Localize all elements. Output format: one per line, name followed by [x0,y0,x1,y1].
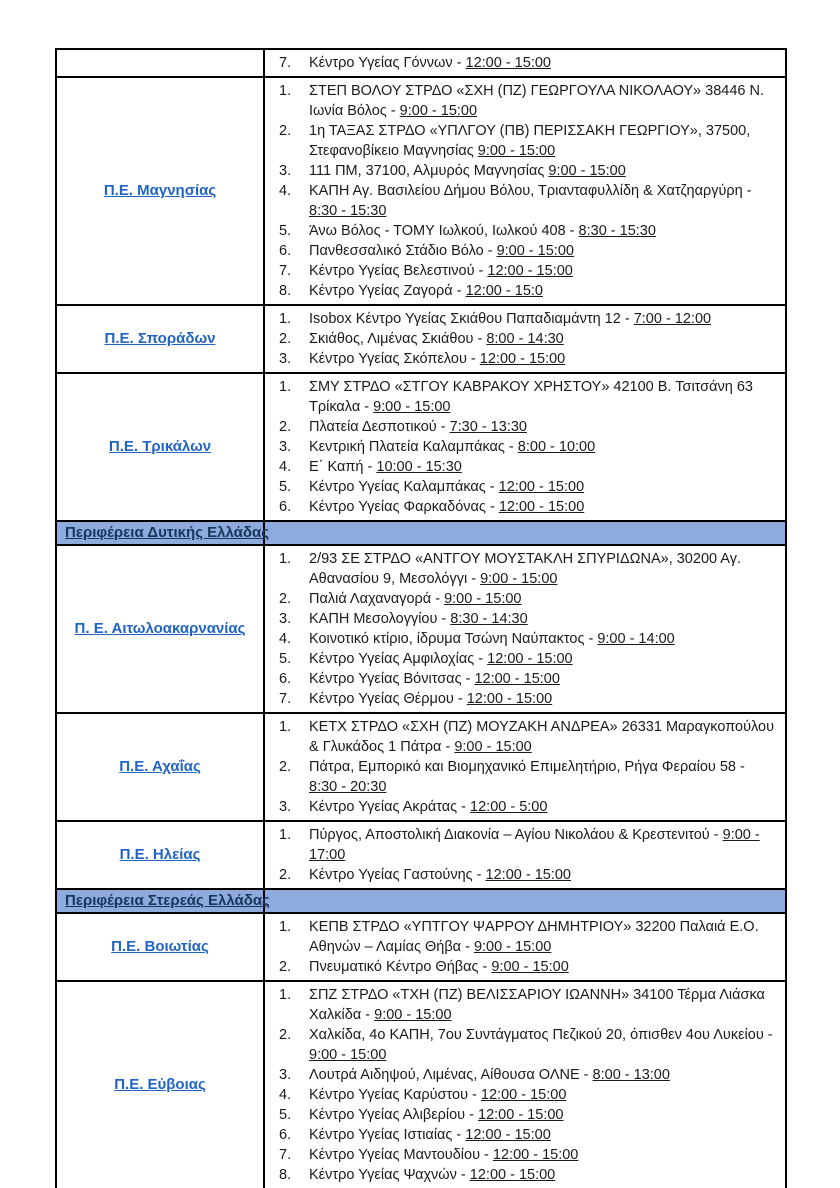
location-text: Κεντρική Πλατεία Καλαμπάκας - [309,439,518,455]
item-number: 4. [279,1087,292,1103]
location-item [279,757,775,797]
location-hours: 12:00 - 15:00 [487,263,573,279]
location-text: Πανθεσσαλικό Στάδιο Βόλο - [309,243,497,259]
region-link[interactable]: Π.Ε. Μαγνησίας [103,182,217,199]
location-hours: 9:00 - 15:00 [496,243,574,259]
item-number: 6. [279,499,292,515]
section-header-label: Περιφέρεια Στερεάς Ελλάδας [65,892,270,909]
locations-cell [264,77,786,305]
location-entry [309,1125,775,1145]
region-cell [56,981,264,1188]
section-header-empty-cell [264,889,786,913]
location-entry [309,825,775,865]
location-text: Κοινοτικό κτίριο, ίδρυμα Τσώνη Ναύπακτος - [309,631,598,647]
item-number: 1. [279,827,292,843]
location-text: ΚΑΠΗ Αγ. Βασιλείου Δήμου Βόλου, Τριανταφυλλίδη & Χατζηαργύρη - [309,183,752,199]
item-number: 1. [279,919,292,935]
location-entry [309,1065,775,1085]
table-row [56,913,786,981]
table-row [56,713,786,821]
location-text: ΣΜΥ ΣΤΡΔΟ «ΣΤΓΟΥ ΚΑΒΡΑΚΟΥ ΧΡΗΣΤΟΥ» 42100 Β. Τσιτσάνη 63 Τρίκαλα - [309,379,753,415]
item-number: 4. [279,183,292,199]
location-entry [309,457,775,477]
location-hours: 9:00 - 15:00 [548,163,626,179]
location-hours: 12:00 - 15:00 [498,479,585,495]
location-text: Κέντρο Υγείας Φαρκαδόνας - [309,499,499,515]
item-number: 5. [279,223,292,239]
locations-cell [264,981,786,1188]
location-list [279,825,775,885]
location-hours: 10:00 - 15:30 [376,459,462,475]
item-number: 2. [279,759,292,775]
location-text: Πάτρα, Εμπορικό και Βιομηχανικό Επιμελητήριο, Ρήγα Φεραίου 58 - [309,759,745,775]
location-entry [309,717,775,757]
location-item [279,181,775,221]
location-hours: 9:00 - 15:00 [373,399,451,415]
section-header-cell [56,521,270,545]
locations-cell [264,373,786,521]
location-item [279,497,775,517]
table-row [56,373,786,521]
location-item [279,309,775,329]
location-item [279,609,775,629]
table-row [56,821,786,889]
location-entry [309,985,775,1025]
location-entry [309,349,775,369]
location-hours: 12:00 - 15:00 [487,651,573,667]
item-number: 2. [279,1027,292,1043]
location-entry [309,281,775,301]
location-hours: 12:00 - 15:00 [474,671,560,687]
location-hours: 9:00 - 15:00 [491,959,569,975]
location-entry [309,1145,775,1165]
item-number: 7. [279,263,292,279]
location-hours: 12:00 - 15:00 [492,1147,579,1163]
item-number: 3. [279,1067,292,1083]
region-cell [56,373,264,521]
locations-cell [264,821,786,889]
location-entry [309,417,775,437]
locations-cell [264,305,786,373]
location-hours: 8:30 - 14:30 [450,611,528,627]
section-header-empty-cell [264,521,786,545]
location-text: Κέντρο Υγείας Θέρμου - [309,691,467,707]
item-number: 1. [279,551,292,567]
locations-cell [264,49,786,77]
location-hours: 12:00 - 15:00 [478,1107,564,1123]
location-list [279,53,775,73]
location-hours: 8:00 - 14:30 [486,331,564,347]
location-hours: 12:00 - 15:00 [498,499,585,515]
location-hours: 8:30 - 15:30 [309,203,387,219]
location-hours: 8:00 - 10:00 [517,439,596,455]
item-number: 1. [279,987,292,1003]
location-text: Isobox Κέντρο Υγείας Σκιάθου Παπαδιαμάντη 12 - [309,311,634,327]
item-number: 6. [279,671,292,687]
location-item [279,1065,775,1085]
location-hours: 9:00 - 15:00 [473,939,552,955]
location-entry [309,629,775,649]
location-hours: 9:00 - 15:00 [454,739,532,755]
location-list [279,917,775,977]
item-number: 3. [279,799,292,815]
location-entry [309,865,775,885]
location-item [279,329,775,349]
location-hours: 9:00 - 15:00 [480,571,558,587]
item-number: 8. [279,1167,292,1183]
location-item [279,477,775,497]
location-entry [309,1105,775,1125]
location-item [279,1025,775,1065]
location-hours: 12:00 - 5:00 [470,799,548,815]
location-entry [309,261,775,281]
location-hours: 12:00 - 15:00 [466,691,553,707]
location-text: Κέντρο Υγείας Ζαγορά - [309,283,466,299]
region-cell [56,713,264,821]
item-number: 2. [279,331,292,347]
item-number: 2. [279,867,292,883]
location-entry [309,221,775,241]
location-item [279,669,775,689]
location-text: Λουτρά Αιδηψού, Λιμένας, Αίθουσα ΟΛΝΕ - [309,1067,593,1083]
section-header-label: Περιφέρεια Δυτικής Ελλάδας [65,524,270,541]
item-number: 2. [279,419,292,435]
location-entry [309,1085,775,1105]
region-link[interactable]: Π. Ε. Αιτωλοακαρνανίας [74,620,246,637]
location-item [279,1085,775,1105]
item-number: 4. [279,459,292,475]
location-hours: 12:00 - 15:0 [465,283,543,299]
location-entry [309,477,775,497]
location-text: Κέντρο Υγείας Ψαχνών - [309,1167,470,1183]
location-text: Σκιάθος, Λιμένας Σκιάθου - [309,331,487,347]
item-number: 7. [279,691,292,707]
location-text: Άνω Βόλος - ΤΟΜΥ Ιωλκού, Ιωλκού 408 - [309,223,579,239]
location-text: Πλατεία Δεσποτικού - [309,419,450,435]
location-entry [309,329,775,349]
item-number: 3. [279,351,292,367]
item-number: 5. [279,651,292,667]
location-item [279,349,775,369]
item-number: 2. [279,959,292,975]
location-text: Κέντρο Υγείας Γαστούνης - [309,867,486,883]
location-text: Ε΄ Καπή - [309,459,377,475]
location-text: Κέντρο Υγείας Καρύστου - [309,1087,481,1103]
item-number: 8. [279,283,292,299]
location-entry [309,589,775,609]
item-number: 7. [279,1147,292,1163]
region-link[interactable]: Π.Ε. Βοιωτίας [111,938,209,955]
locations-cell [264,545,786,713]
item-number: 3. [279,163,292,179]
location-hours: 9:00 - 15:00 [477,143,556,159]
schedule-table [55,48,787,1188]
location-item [279,1125,775,1145]
region-link[interactable]: Π.Ε. Σποράδων [104,330,216,347]
region-cell [56,545,264,713]
item-number: 3. [279,611,292,627]
location-item [279,53,775,73]
location-text: ΚΕΤΧ ΣΤΡΔΟ «ΣΧΗ (ΠΖ) ΜΟΥΖΑΚΗ ΑΝΔΡΕΑ» 26331 Μαραγκοπούλου & Γλυκάδος 1 Πάτρα - [309,719,775,755]
location-hours: 8:00 - 13:00 [592,1067,670,1083]
location-item [279,81,775,121]
location-text: 1η ΤΑΞΑΣ ΣΤΡΔΟ «ΥΠΛΓΟΥ (ΠΒ) ΠΕΡΙΣΣΑΚΗ ΓΕΩΡΓΙΟΥ», 37500, Στεφανοβίκειο Μαγνησίας [309,123,751,159]
item-number: 5. [279,479,292,495]
location-list [279,985,775,1185]
location-item [279,917,775,957]
location-text: 111 ΠΜ, 37100, Αλμυρός Μαγνησίας [309,163,549,179]
location-entry [309,649,775,669]
location-text: Χαλκίδα, 4ο ΚΑΠΗ, 7ου Συντάγματος Πεζικού 20, όπισθεν 4ου Λυκείου - [309,1027,773,1043]
location-item [279,689,775,709]
region-cell [56,821,264,889]
location-hours: 9:00 - 14:00 [597,631,675,647]
location-text: Κέντρο Υγείας Μαντουδίου - [309,1147,493,1163]
location-hours: 9:00 - 15:00 [399,103,478,119]
location-entry [309,309,775,329]
item-number: 4. [279,631,292,647]
location-hours: 12:00 - 15:00 [465,55,551,71]
table-row [56,49,786,77]
location-text: ΣΠΖ ΣΤΡΔΟ «ΤΧΗ (ΠΖ) ΒΕΛΙΣΣΑΡΙΟΥ ΙΩΑΝΝΗ» 34100 Τέρμα Λιάσκα Χαλκίδα - [309,987,765,1023]
location-item [279,825,775,865]
location-entry [309,81,775,121]
location-text: Πύργος, Αποστολική Διακονία – Αγίου Νικολάου & Κρεστενιτού - [309,827,723,843]
location-entry [309,669,775,689]
location-entry [309,241,775,261]
location-entry [309,437,775,457]
location-text: Κέντρο Υγείας Ιστιαίας - [309,1127,466,1143]
location-entry [309,1165,775,1185]
location-item [279,281,775,301]
item-number: 2. [279,123,292,139]
location-text: Κέντρο Υγείας Αμφιλοχίας - [309,651,488,667]
location-text: Κέντρο Υγείας Ακράτας - [309,799,471,815]
location-list [279,717,775,817]
location-hours: 7:00 - 12:00 [633,311,712,327]
location-entry [309,797,775,817]
location-list [279,377,775,517]
location-text: Παλιά Λαχαναγορά - [309,591,445,607]
location-hours: 12:00 - 15:00 [480,1087,567,1103]
location-list [279,309,775,369]
region-link[interactable]: Π.Ε. Εύβοιας [114,1076,206,1093]
location-text: Κέντρο Υγείας Γόννων - [309,55,466,71]
location-hours: 12:00 - 15:00 [479,351,566,367]
table-row [56,77,786,305]
item-number: 3. [279,439,292,455]
location-hours: 12:00 - 15:00 [485,867,571,883]
section-header-row [56,889,786,913]
region-cell [56,49,264,77]
region-link[interactable]: Π.Ε. Ηλείας [119,846,201,863]
location-item [279,1105,775,1125]
location-text: ΚΕΠΒ ΣΤΡΔΟ «ΥΠΤΓΟΥ ΨΑΡΡΟΥ ΔΗΜΗΤΡΙΟΥ» 32200 Παλαιά Ε.Ο. Αθηνών – Λαμίας Θήβα - [309,919,759,955]
location-item [279,161,775,181]
location-item [279,457,775,477]
location-entry [309,917,775,957]
location-hours: 9:00 - 15:00 [374,1007,452,1023]
location-item [279,1165,775,1185]
location-item [279,261,775,281]
location-entry [309,181,775,221]
item-number: 6. [279,1127,292,1143]
location-item [279,649,775,669]
location-text: Κέντρο Υγείας Βόνιτσας - [309,671,475,687]
item-number: 5. [279,1107,292,1123]
item-number: 1. [279,379,292,395]
location-text: Κέντρο Υγείας Καλαμπάκας - [309,479,499,495]
location-entry [309,161,775,181]
location-hours: 9:00 - 17:00 [309,827,760,863]
location-item [279,865,775,885]
location-hours: 12:00 - 15:00 [465,1127,551,1143]
location-text: Πνευματικό Κέντρο Θήβας - [309,959,492,975]
region-cell [56,305,264,373]
location-entry [309,1025,775,1065]
table-row [56,305,786,373]
location-item [279,1145,775,1165]
location-entry [309,757,775,797]
region-cell [56,77,264,305]
item-number: 1. [279,83,292,99]
location-hours: 8:30 - 15:30 [578,223,656,239]
location-item [279,241,775,261]
location-entry [309,497,775,517]
location-list [279,549,775,709]
location-entry [309,689,775,709]
location-item [279,717,775,757]
item-number: 1. [279,719,292,735]
location-entry [309,121,775,161]
region-link[interactable]: Π.Ε. Αχαΐας [119,758,201,775]
location-item [279,589,775,609]
table-row [56,981,786,1188]
locations-cell [264,713,786,821]
location-entry [309,549,775,589]
location-list [279,81,775,301]
location-hours: 12:00 - 15:00 [469,1167,556,1183]
location-entry [309,957,775,977]
location-text: ΣΤΕΠ ΒΟΛΟΥ ΣΤΡΔΟ «ΣΧΗ (ΠΖ) ΓΕΩΡΓΟΥΛΑ ΝΙΚΟΛΑΟΥ» 38446 Ν. Ιωνία Βόλος - [309,83,764,119]
location-text: ΚΑΠΗ Μεσολογγίου - [309,611,451,627]
location-item [279,437,775,457]
item-number: 7. [279,55,292,71]
section-header-row [56,521,786,545]
location-entry [309,609,775,629]
location-hours: 8:30 - 20:30 [309,779,387,795]
item-number: 1. [279,311,292,327]
location-item [279,549,775,589]
location-entry [309,377,775,417]
section-header-cell [56,889,270,913]
location-entry [309,53,775,73]
location-item [279,121,775,161]
location-item [279,797,775,817]
location-item [279,377,775,417]
region-cell [56,913,264,981]
location-item [279,417,775,437]
locations-cell [264,913,786,981]
item-number: 6. [279,243,292,259]
region-link[interactable]: Π.Ε. Τρικάλων [108,438,212,455]
location-item [279,629,775,649]
location-item [279,221,775,241]
location-item [279,957,775,977]
location-text: 2/93 ΣΕ ΣΤΡΔΟ «ΑΝΤΓΟΥ ΜΟΥΣΤΑΚΛΗ ΣΠΥΡΙΔΩΝΑ», 30200 Αγ. Αθανασίου 9, Μεσολόγγι - [309,551,741,587]
table-row [56,545,786,713]
location-hours: 7:30 - 13:30 [449,419,527,435]
location-hours: 9:00 - 15:00 [309,1047,387,1063]
location-text: Κέντρο Υγείας Βελεστινού - [309,263,488,279]
location-item [279,985,775,1025]
location-text: Κέντρο Υγείας Σκόπελου - [309,351,480,367]
location-text: Κέντρο Υγείας Αλιβερίου - [309,1107,479,1123]
item-number: 2. [279,591,292,607]
location-hours: 9:00 - 15:00 [444,591,522,607]
